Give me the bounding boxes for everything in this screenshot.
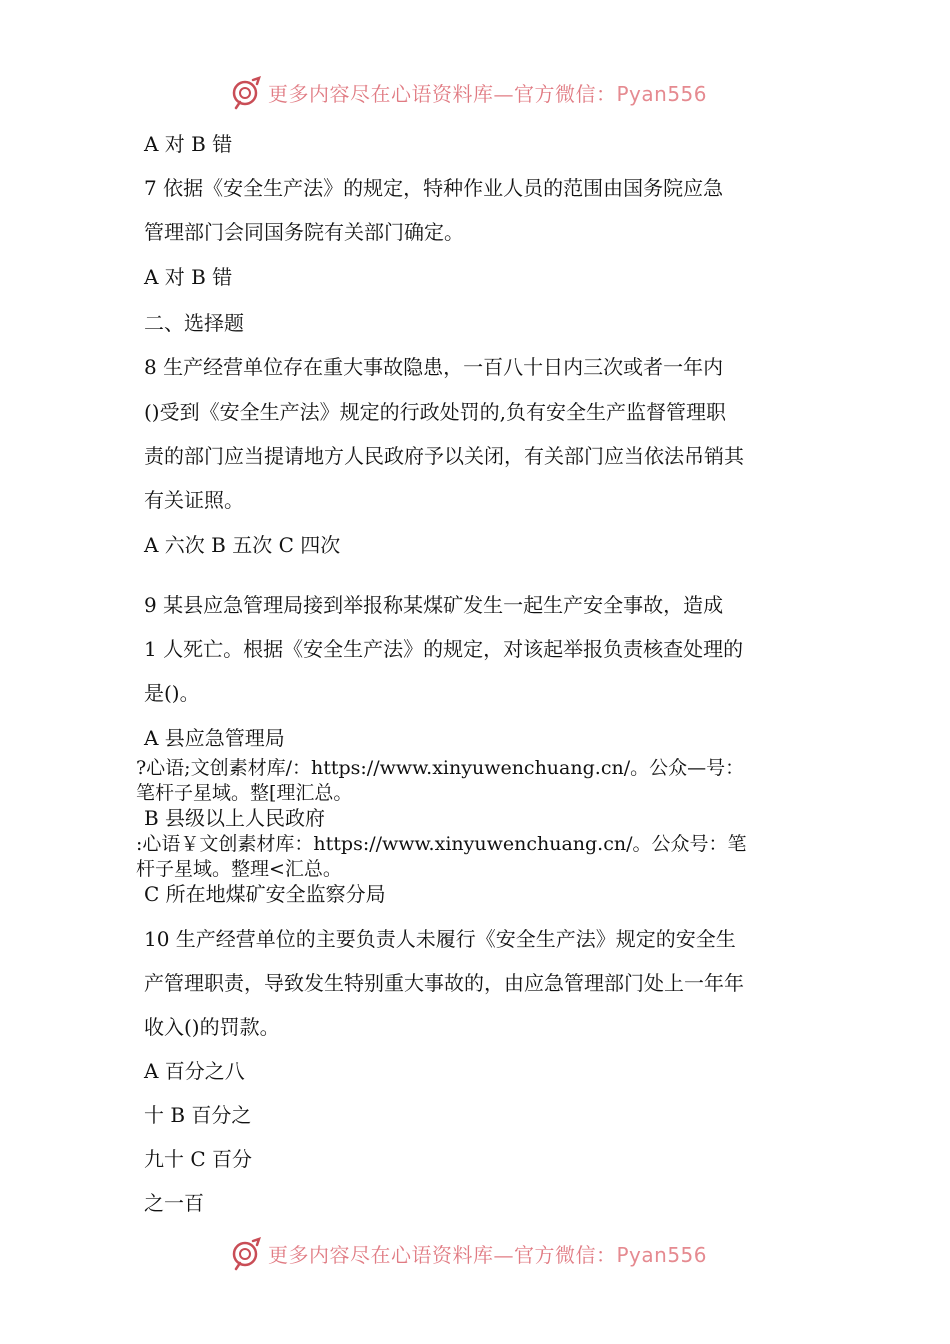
question-text: 8 生产经营单位存在重大事故隐患，一百八十日内三次或者一年内 xyxy=(144,355,724,379)
watermark-text: 笔杆子星域。整[理汇总。 xyxy=(136,782,353,804)
banner-text: 更多内容尽在心语资料库—官方微信：Pyan556 xyxy=(268,1242,708,1267)
answer-option: C 所在地煤矿安全监察分局 xyxy=(144,882,386,906)
question-text: 管理部门会同国务院有关部门确定。 xyxy=(144,220,464,244)
logo-icon xyxy=(228,1235,264,1271)
header-banner xyxy=(228,72,707,112)
footer-banner xyxy=(228,1233,707,1273)
answer-options: A 对 B 错 xyxy=(144,265,233,289)
question-text: ()受到《安全生产法》规定的行政处罚的,负有安全生产监督管理职 xyxy=(144,400,726,424)
text-line: A 对 B 错 xyxy=(144,132,233,156)
answer-option: 之一百 xyxy=(144,1191,204,1215)
section-heading: 二、选择题 xyxy=(144,311,244,335)
logo-icon xyxy=(228,74,264,110)
question-text: 是()。 xyxy=(144,681,200,705)
question-text: 1 人死亡。根据《安全生产法》的规定，对该起举报负责核查处理的 xyxy=(144,637,744,661)
question-text: 有关证照。 xyxy=(144,488,244,512)
watermark-text: ?心语;文创素材库/：https://www.xinyuwenchuang.cn/。公众—号： xyxy=(136,757,745,779)
watermark-text: 杆子星域。整理<汇总。 xyxy=(136,858,342,880)
answer-option: A 县应急管理局 xyxy=(144,726,285,750)
question-text: 9 某县应急管理局接到举报称某煤矿发生一起生产安全事故，造成 xyxy=(144,593,724,617)
answer-option: A 百分之八 xyxy=(144,1059,245,1083)
question-text: 10 生产经营单位的主要负责人未履行《安全生产法》规定的安全生 xyxy=(144,927,736,951)
answer-option: 九十 C 百分 xyxy=(144,1147,253,1171)
question-text: 责的部门应当提请地方人民政府予以关闭，有关部门应当依法吊销其 xyxy=(144,444,744,468)
answer-option: B 县级以上人民政府 xyxy=(144,806,326,830)
question-text: 产管理职责，导致发生特别重大事故的，由应急管理部门处上一年年 xyxy=(144,971,744,995)
answer-option: 十 B 百分之 xyxy=(144,1103,252,1127)
banner-text: 更多内容尽在心语资料库—官方微信：Pyan556 xyxy=(268,81,708,106)
question-text: 7 依据《安全生产法》的规定，特种作业人员的范围由国务院应急 xyxy=(144,176,724,200)
answer-options: A 六次 B 五次 C 四次 xyxy=(144,533,341,557)
watermark-text: :心语￥文创素材库：https://www.xinyuwenchuang.cn/。公众号：笔 xyxy=(136,833,747,855)
question-text: 收入()的罚款。 xyxy=(144,1015,280,1039)
